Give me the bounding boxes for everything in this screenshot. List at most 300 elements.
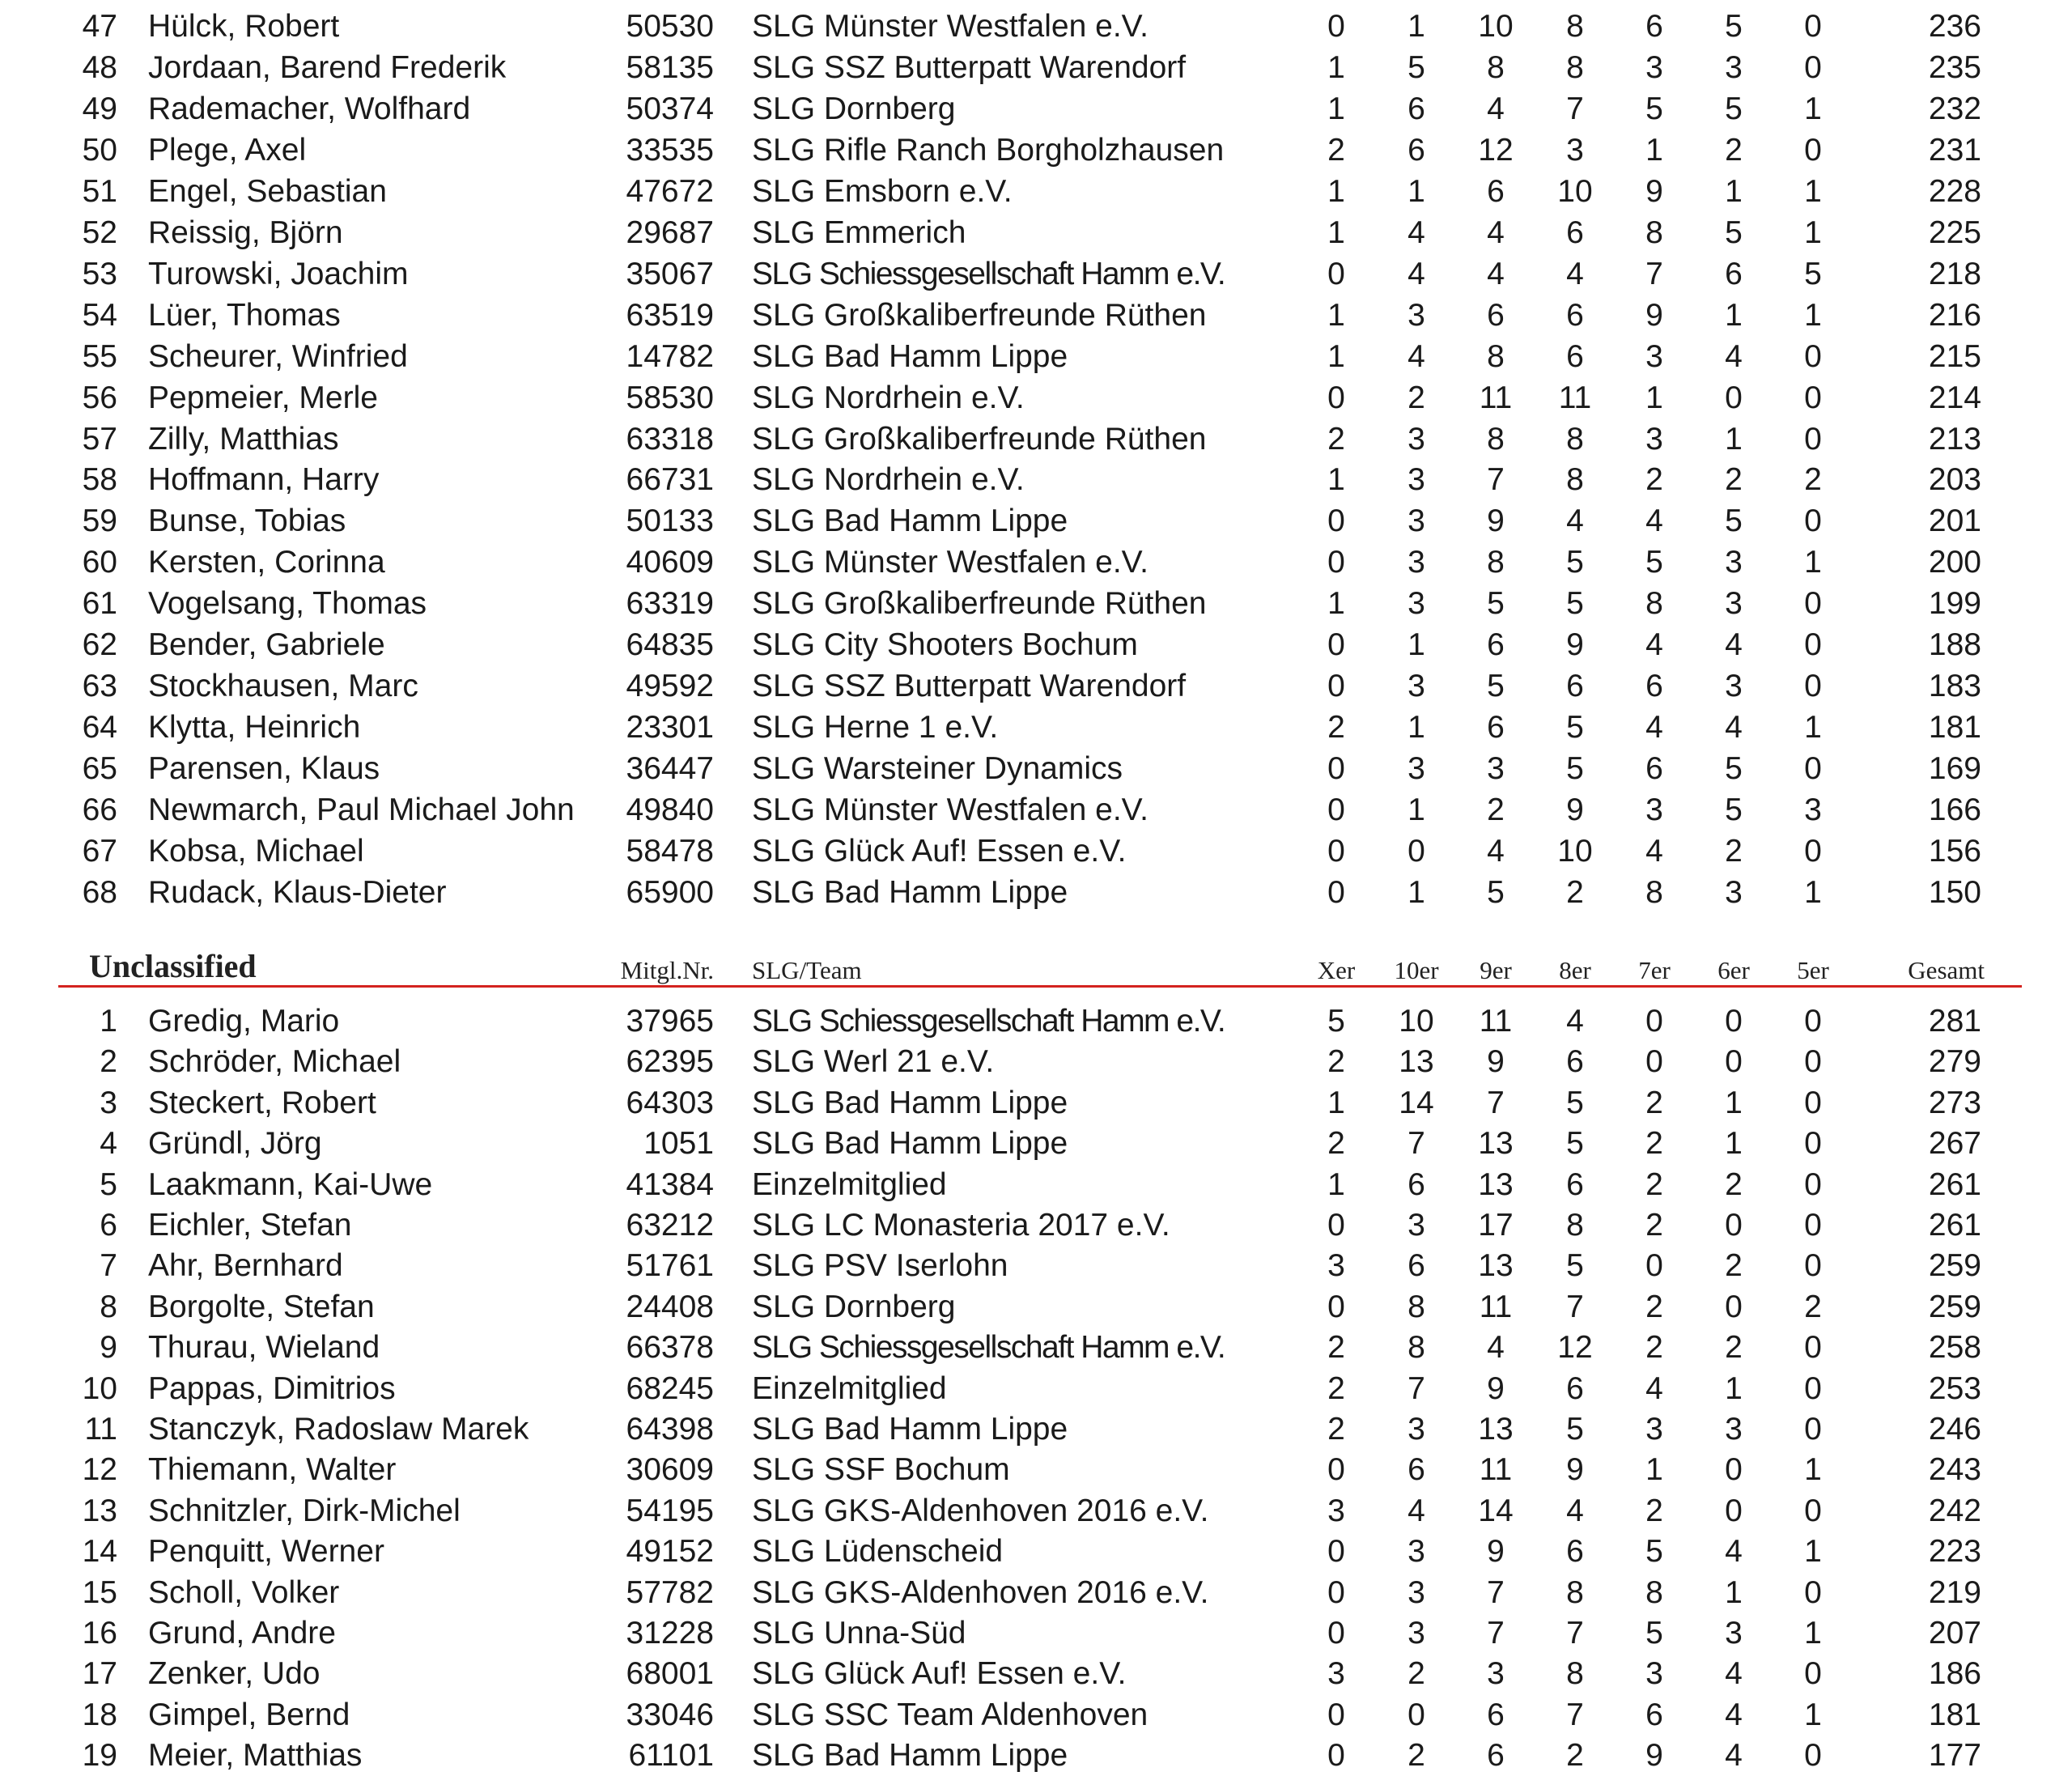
eight-count-cell: 8: [1566, 49, 1584, 85]
total-cell: 261: [1928, 1166, 1981, 1202]
total-cell: 219: [1928, 1574, 1981, 1610]
rank-cell: 66: [82, 792, 117, 828]
team-cell: SLG Warsteiner Dynamics: [752, 751, 1123, 787]
nine-count-cell: 13: [1478, 1412, 1514, 1447]
ten-count-cell: 8: [1408, 1330, 1425, 1366]
name-cell: Bunse, Tobias: [148, 503, 346, 539]
x-count-cell: 1: [1327, 1085, 1345, 1120]
seven-count-cell: 8: [1645, 215, 1663, 250]
member-number-cell: 36447: [626, 751, 714, 787]
table-row: [0, 1532, 2072, 1572]
x-count-cell: 1: [1327, 1166, 1345, 1202]
member-number-cell: 63319: [626, 586, 714, 622]
seven-count-cell: 6: [1645, 751, 1663, 787]
total-cell: 188: [1928, 627, 1981, 663]
ten-count-cell: 14: [1399, 1085, 1434, 1120]
name-cell: Newmarch, Paul Michael John: [148, 792, 575, 828]
total-cell: 156: [1928, 834, 1981, 869]
nine-count-cell: 4: [1487, 215, 1505, 250]
five-count-cell: 0: [1804, 1126, 1822, 1162]
name-cell: Lüer, Thomas: [148, 297, 341, 333]
total-cell: 246: [1928, 1412, 1981, 1447]
rank-cell: 12: [82, 1452, 117, 1488]
member-number-cell: 33046: [626, 1697, 714, 1732]
seven-count-cell: 6: [1645, 9, 1663, 44]
six-count-cell: 6: [1725, 256, 1743, 291]
ten-count-cell: 7: [1408, 1370, 1425, 1406]
name-cell: Thiemann, Walter: [148, 1452, 397, 1488]
name-cell: Penquitt, Werner: [148, 1534, 384, 1570]
rank-cell: 63: [82, 669, 117, 704]
name-cell: Kobsa, Michael: [148, 834, 364, 869]
x-count-cell: 0: [1327, 1452, 1345, 1488]
five-count-cell: 0: [1804, 834, 1822, 869]
name-cell: Steckert, Robert: [148, 1085, 376, 1120]
five-count-cell: 1: [1804, 215, 1822, 250]
table-row: [0, 666, 2072, 707]
name-cell: Engel, Sebastian: [148, 173, 387, 209]
six-count-cell: 3: [1725, 669, 1743, 704]
rank-cell: 54: [82, 297, 117, 333]
team-cell: SLG City Shooters Bochum: [752, 627, 1138, 663]
table-row: [0, 48, 2072, 88]
total-cell: 223: [1928, 1534, 1981, 1570]
x-count-cell: 0: [1327, 1574, 1345, 1610]
team-cell: SLG Bad Hamm Lippe: [752, 1738, 1068, 1774]
seven-count-cell: 3: [1645, 792, 1663, 828]
table-row: [0, 1205, 2072, 1246]
member-number-cell: 65900: [626, 874, 714, 910]
column-header-10: 10er: [1394, 956, 1439, 984]
eight-count-cell: 7: [1566, 1289, 1584, 1324]
five-count-cell: 0: [1804, 1044, 1822, 1080]
seven-count-cell: 3: [1645, 338, 1663, 374]
six-count-cell: 0: [1725, 1044, 1743, 1080]
nine-count-cell: 3: [1487, 1656, 1505, 1692]
six-count-cell: 0: [1725, 1208, 1743, 1243]
section-title: Unclassified: [89, 948, 257, 984]
nine-count-cell: 13: [1478, 1126, 1514, 1162]
nine-count-cell: 8: [1487, 421, 1505, 457]
total-cell: 231: [1928, 132, 1981, 168]
ten-count-cell: 8: [1408, 1289, 1425, 1324]
five-count-cell: 0: [1804, 669, 1822, 704]
rank-cell: 15: [82, 1574, 117, 1610]
nine-count-cell: 4: [1487, 834, 1505, 869]
table-row: [0, 1409, 2072, 1450]
eight-count-cell: 6: [1566, 297, 1584, 333]
name-cell: Vogelsang, Thomas: [148, 586, 427, 622]
rank-cell: 55: [82, 338, 117, 374]
total-cell: 259: [1928, 1248, 1981, 1284]
six-count-cell: 1: [1725, 297, 1743, 333]
team-cell: SLG SSZ Butterpatt Warendorf: [752, 49, 1187, 85]
total-cell: 200: [1928, 545, 1981, 580]
eight-count-cell: 3: [1566, 132, 1584, 168]
nine-count-cell: 14: [1478, 1493, 1514, 1528]
total-cell: 253: [1928, 1370, 1981, 1406]
member-number-cell: 41384: [626, 1166, 714, 1202]
ten-count-cell: 3: [1408, 503, 1425, 539]
nine-count-cell: 9: [1487, 1370, 1505, 1406]
eight-count-cell: 6: [1566, 1534, 1584, 1570]
member-number-cell: 63519: [626, 297, 714, 333]
table-row: [0, 460, 2072, 500]
seven-count-cell: 2: [1645, 1289, 1663, 1324]
rank-cell: 62: [82, 627, 117, 663]
rank-cell: 18: [82, 1697, 117, 1732]
table-row: [0, 419, 2072, 460]
member-number-cell: 49840: [626, 792, 714, 828]
rank-cell: 8: [100, 1289, 117, 1324]
name-cell: Schröder, Michael: [148, 1044, 401, 1080]
nine-count-cell: 6: [1487, 1697, 1505, 1732]
table-row: [0, 831, 2072, 872]
ten-count-cell: 6: [1408, 1248, 1425, 1284]
member-number-cell: 23301: [626, 710, 714, 746]
total-cell: 150: [1928, 874, 1981, 910]
x-count-cell: 0: [1327, 380, 1345, 415]
seven-count-cell: 9: [1645, 173, 1663, 209]
x-count-cell: 2: [1327, 1330, 1345, 1366]
rank-cell: 56: [82, 380, 117, 415]
table-row: [0, 337, 2072, 377]
seven-count-cell: 0: [1645, 1044, 1663, 1080]
nine-count-cell: 13: [1478, 1166, 1514, 1202]
name-cell: Stockhausen, Marc: [148, 669, 418, 704]
name-cell: Schnitzler, Dirk-Michel: [148, 1493, 461, 1528]
x-count-cell: 0: [1327, 545, 1345, 580]
name-cell: Rademacher, Wolfhard: [148, 91, 471, 126]
x-count-cell: 2: [1327, 132, 1345, 168]
name-cell: Kersten, Corinna: [148, 545, 385, 580]
member-number-cell: 40609: [626, 545, 714, 580]
five-count-cell: 0: [1804, 380, 1822, 415]
total-cell: 181: [1928, 710, 1981, 746]
total-cell: 281: [1928, 1004, 1981, 1039]
ten-count-cell: 4: [1408, 256, 1425, 291]
seven-count-cell: 8: [1645, 586, 1663, 622]
six-count-cell: 1: [1725, 1085, 1743, 1120]
member-number-cell: 58478: [626, 834, 714, 869]
ten-count-cell: 1: [1408, 9, 1425, 44]
rank-cell: 11: [84, 1412, 117, 1447]
team-cell: SLG Schiessgesellschaft Hamm e.V.: [752, 1004, 1225, 1039]
member-number-cell: 64835: [626, 627, 714, 663]
nine-count-cell: 13: [1478, 1248, 1514, 1284]
x-count-cell: 1: [1327, 338, 1345, 374]
total-cell: 228: [1928, 173, 1981, 209]
table-row: [0, 1491, 2072, 1532]
name-cell: Bender, Gabriele: [148, 627, 385, 663]
team-cell: SLG SSF Bochum: [752, 1452, 1010, 1488]
name-cell: Borgolte, Stefan: [148, 1289, 375, 1324]
table-row: [0, 1042, 2072, 1082]
eight-count-cell: 10: [1557, 173, 1593, 209]
total-cell: 201: [1928, 503, 1981, 539]
column-header-team: SLG/Team: [752, 956, 862, 984]
six-count-cell: 5: [1725, 91, 1743, 126]
eight-count-cell: 5: [1566, 586, 1584, 622]
team-cell: SLG Münster Westfalen e.V.: [752, 792, 1149, 828]
x-count-cell: 0: [1327, 9, 1345, 44]
team-cell: SLG Glück Auf! Essen e.V.: [752, 1656, 1127, 1692]
five-count-cell: 1: [1804, 710, 1822, 746]
five-count-cell: 1: [1804, 1697, 1822, 1732]
six-count-cell: 0: [1725, 380, 1743, 415]
eight-count-cell: 2: [1566, 874, 1584, 910]
member-number-cell: 1051: [643, 1126, 714, 1162]
table-row: [0, 1124, 2072, 1164]
rank-cell: 65: [82, 751, 117, 787]
eight-count-cell: 4: [1566, 1493, 1584, 1528]
eight-count-cell: 6: [1566, 1370, 1584, 1406]
table-row: [0, 707, 2072, 748]
seven-count-cell: 1: [1645, 132, 1663, 168]
seven-count-cell: 6: [1645, 669, 1663, 704]
member-number-cell: 37965: [626, 1004, 714, 1039]
x-count-cell: 0: [1327, 792, 1345, 828]
eight-count-cell: 5: [1566, 1085, 1584, 1120]
rank-cell: 52: [82, 215, 117, 250]
team-cell: SLG Emsborn e.V.: [752, 173, 1013, 209]
ten-count-cell: 1: [1408, 710, 1425, 746]
member-number-cell: 30609: [626, 1452, 714, 1488]
nine-count-cell: 4: [1487, 91, 1505, 126]
six-count-cell: 2: [1725, 1248, 1743, 1284]
eight-count-cell: 5: [1566, 1412, 1584, 1447]
x-count-cell: 0: [1327, 874, 1345, 910]
total-cell: 218: [1928, 256, 1981, 291]
unclassified-header: [0, 943, 2072, 992]
rank-cell: 59: [82, 503, 117, 539]
six-count-cell: 5: [1725, 9, 1743, 44]
eight-count-cell: 9: [1566, 627, 1584, 663]
team-cell: SLG Dornberg: [752, 1289, 956, 1324]
ten-count-cell: 0: [1408, 1697, 1425, 1732]
total-cell: 225: [1928, 215, 1981, 250]
table-row: [0, 1165, 2072, 1205]
x-count-cell: 1: [1327, 173, 1345, 209]
ten-count-cell: 3: [1408, 462, 1425, 498]
team-cell: SLG Münster Westfalen e.V.: [752, 9, 1149, 44]
total-cell: 216: [1928, 297, 1981, 333]
seven-count-cell: 3: [1645, 421, 1663, 457]
five-count-cell: 1: [1804, 1534, 1822, 1570]
eight-count-cell: 5: [1566, 545, 1584, 580]
nine-count-cell: 8: [1487, 545, 1505, 580]
table-row: [0, 213, 2072, 253]
six-count-cell: 4: [1725, 710, 1743, 746]
x-count-cell: 1: [1327, 462, 1345, 498]
six-count-cell: 0: [1725, 1004, 1743, 1039]
total-cell: 177: [1928, 1738, 1981, 1774]
eight-count-cell: 9: [1566, 792, 1584, 828]
x-count-cell: 0: [1327, 751, 1345, 787]
five-count-cell: 0: [1804, 338, 1822, 374]
x-count-cell: 0: [1327, 503, 1345, 539]
x-count-cell: 3: [1327, 1248, 1345, 1284]
six-count-cell: 3: [1725, 1412, 1743, 1447]
nine-count-cell: 10: [1478, 9, 1514, 44]
nine-count-cell: 7: [1487, 1574, 1505, 1610]
x-count-cell: 2: [1327, 1126, 1345, 1162]
seven-count-cell: 2: [1645, 462, 1663, 498]
nine-count-cell: 5: [1487, 874, 1505, 910]
rank-cell: 6: [100, 1208, 117, 1243]
member-number-cell: 47672: [626, 173, 714, 209]
table-row: [0, 89, 2072, 130]
six-count-cell: 0: [1725, 1493, 1743, 1528]
column-header-member-number: Mitgl.Nr.: [620, 956, 714, 984]
ten-count-cell: 1: [1408, 173, 1425, 209]
name-cell: Gredig, Mario: [148, 1004, 340, 1039]
x-count-cell: 2: [1327, 710, 1345, 746]
ten-count-cell: 3: [1408, 751, 1425, 787]
member-number-cell: 29687: [626, 215, 714, 250]
name-cell: Pappas, Dimitrios: [148, 1370, 396, 1406]
five-count-cell: 1: [1804, 545, 1822, 580]
nine-count-cell: 5: [1487, 669, 1505, 704]
five-count-cell: 0: [1804, 1208, 1822, 1243]
ten-count-cell: 5: [1408, 49, 1425, 85]
team-cell: SLG Münster Westfalen e.V.: [752, 545, 1149, 580]
name-cell: Meier, Matthias: [148, 1738, 363, 1774]
five-count-cell: 0: [1804, 1330, 1822, 1366]
table-row: [0, 625, 2072, 665]
rank-cell: 10: [82, 1370, 117, 1406]
six-count-cell: 2: [1725, 132, 1743, 168]
seven-count-cell: 4: [1645, 834, 1663, 869]
five-count-cell: 0: [1804, 1248, 1822, 1284]
rank-cell: 14: [82, 1534, 117, 1570]
member-number-cell: 68245: [626, 1370, 714, 1406]
ten-count-cell: 4: [1408, 1493, 1425, 1528]
team-cell: SLG Werl 21 e.V.: [752, 1044, 995, 1080]
total-cell: 186: [1928, 1656, 1981, 1692]
x-count-cell: 1: [1327, 586, 1345, 622]
team-cell: SLG Bad Hamm Lippe: [752, 503, 1068, 539]
table-row: [0, 130, 2072, 171]
name-cell: Scheurer, Winfried: [148, 338, 408, 374]
seven-count-cell: 1: [1645, 1452, 1663, 1488]
seven-count-cell: 5: [1645, 545, 1663, 580]
eight-count-cell: 6: [1566, 338, 1584, 374]
five-count-cell: 1: [1804, 1616, 1822, 1651]
ten-count-cell: 4: [1408, 338, 1425, 374]
member-number-cell: 35067: [626, 256, 714, 291]
eight-count-cell: 7: [1566, 1616, 1584, 1651]
table-row: [0, 501, 2072, 542]
team-cell: SLG GKS-Aldenhoven 2016 e.V.: [752, 1493, 1209, 1528]
team-cell: SLG Herne 1 e.V.: [752, 710, 999, 746]
nine-count-cell: 7: [1487, 1085, 1505, 1120]
five-count-cell: 0: [1804, 1370, 1822, 1406]
ten-count-cell: 6: [1408, 132, 1425, 168]
total-cell: 166: [1928, 792, 1981, 828]
six-count-cell: 5: [1725, 503, 1743, 539]
six-count-cell: 3: [1725, 874, 1743, 910]
member-number-cell: 64303: [626, 1085, 714, 1120]
x-count-cell: 2: [1327, 1412, 1345, 1447]
five-count-cell: 0: [1804, 421, 1822, 457]
member-number-cell: 68001: [626, 1656, 714, 1692]
five-count-cell: 0: [1804, 586, 1822, 622]
name-cell: Gründl, Jörg: [148, 1126, 322, 1162]
nine-count-cell: 9: [1487, 1044, 1505, 1080]
eight-count-cell: 4: [1566, 503, 1584, 539]
total-cell: 273: [1928, 1085, 1981, 1120]
team-cell: SLG GKS-Aldenhoven 2016 e.V.: [752, 1574, 1209, 1610]
x-count-cell: 0: [1327, 1738, 1345, 1774]
name-cell: Scholl, Volker: [148, 1574, 340, 1610]
name-cell: Parensen, Klaus: [148, 751, 380, 787]
member-number-cell: 49592: [626, 669, 714, 704]
ten-count-cell: 3: [1408, 586, 1425, 622]
x-count-cell: 2: [1327, 1044, 1345, 1080]
table-row: [0, 1450, 2072, 1490]
eight-count-cell: 4: [1566, 1004, 1584, 1039]
team-cell: SLG Nordrhein e.V.: [752, 462, 1025, 498]
rank-cell: 67: [82, 834, 117, 869]
seven-count-cell: 0: [1645, 1004, 1663, 1039]
nine-count-cell: 12: [1478, 132, 1514, 168]
ten-count-cell: 3: [1408, 545, 1425, 580]
six-count-cell: 2: [1725, 1330, 1743, 1366]
eight-count-cell: 5: [1566, 710, 1584, 746]
eight-count-cell: 7: [1566, 91, 1584, 126]
nine-count-cell: 11: [1479, 1289, 1513, 1324]
x-count-cell: 0: [1327, 1534, 1345, 1570]
team-cell: SLG Großkaliberfreunde Rüthen: [752, 421, 1207, 457]
member-number-cell: 58530: [626, 380, 714, 415]
name-cell: Eichler, Stefan: [148, 1208, 352, 1243]
rank-cell: 64: [82, 710, 117, 746]
ten-count-cell: 3: [1408, 421, 1425, 457]
nine-count-cell: 11: [1479, 1452, 1513, 1488]
seven-count-cell: 2: [1645, 1126, 1663, 1162]
member-number-cell: 50374: [626, 91, 714, 126]
nine-count-cell: 4: [1487, 1330, 1505, 1366]
five-count-cell: 0: [1804, 1574, 1822, 1610]
nine-count-cell: 6: [1487, 1738, 1505, 1774]
total-cell: 235: [1928, 49, 1981, 85]
eight-count-cell: 6: [1566, 1166, 1584, 1202]
team-cell: SLG Unna-Süd: [752, 1616, 966, 1651]
rank-cell: 47: [82, 9, 117, 44]
member-number-cell: 31228: [626, 1616, 714, 1651]
nine-count-cell: 17: [1478, 1208, 1514, 1243]
nine-count-cell: 7: [1487, 462, 1505, 498]
total-cell: 207: [1928, 1616, 1981, 1651]
seven-count-cell: 8: [1645, 1574, 1663, 1610]
eight-count-cell: 8: [1566, 1656, 1584, 1692]
six-count-cell: 4: [1725, 1656, 1743, 1692]
seven-count-cell: 9: [1645, 1738, 1663, 1774]
name-cell: Zilly, Matthias: [148, 421, 339, 457]
rank-cell: 7: [100, 1248, 117, 1284]
eight-count-cell: 6: [1566, 215, 1584, 250]
name-cell: Gimpel, Bernd: [148, 1697, 350, 1732]
seven-count-cell: 2: [1645, 1166, 1663, 1202]
rank-cell: 17: [82, 1656, 117, 1692]
seven-count-cell: 7: [1645, 256, 1663, 291]
five-count-cell: 1: [1804, 297, 1822, 333]
team-cell: SLG Emmerich: [752, 215, 966, 250]
table-row: [0, 1573, 2072, 1613]
total-cell: 169: [1928, 751, 1981, 787]
name-cell: Klytta, Heinrich: [148, 710, 361, 746]
